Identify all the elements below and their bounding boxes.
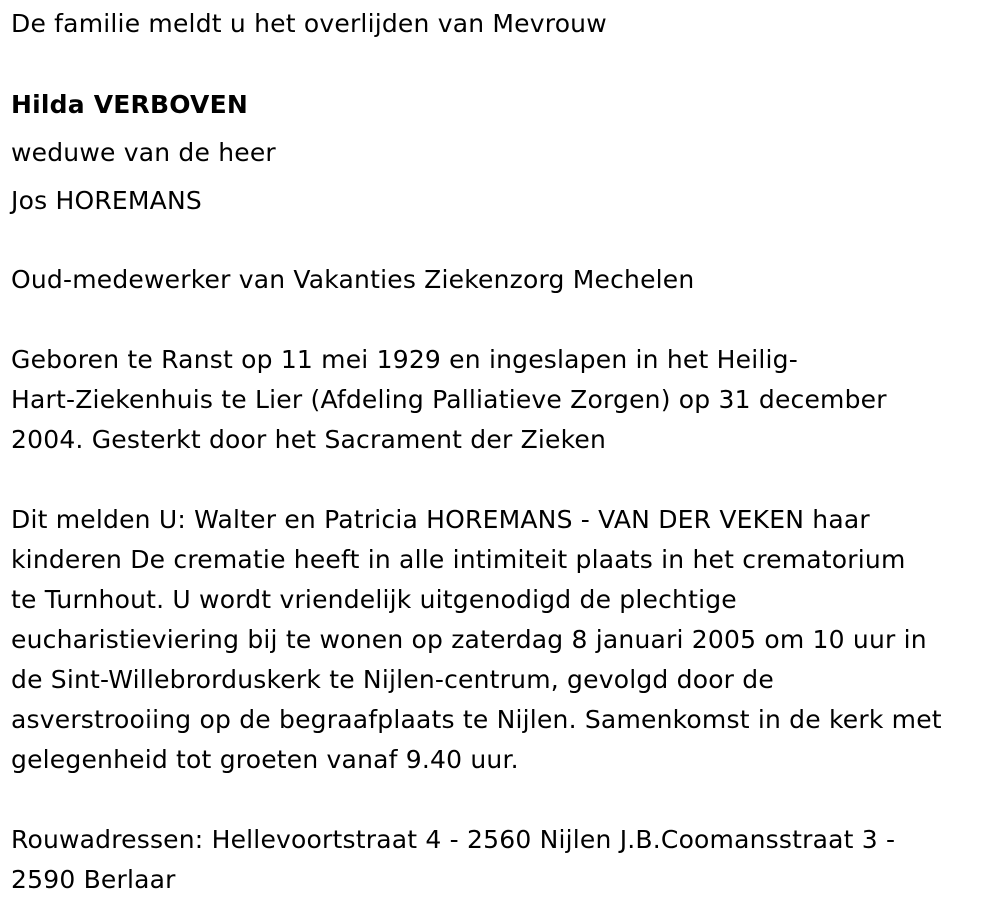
announcement-line: gelegenheid tot groeten vanaf 9.40 uur. [11, 745, 519, 774]
announcement-line: te Turnhout. U wordt vriendelijk uitgenodigd de plechtige [11, 585, 737, 614]
birth-death-line: Geboren te Ranst op 11 mei 1929 en ingeslapen in het Heilig- [11, 345, 798, 374]
announcement-line: kinderen De crematie heeft in alle intimiteit plaats in het crematorium [11, 545, 906, 574]
birth-death-line: Hart-Ziekenhuis te Lier (Afdeling Palliatieve Zorgen) op 31 december [11, 385, 887, 414]
address-line: 2590 Berlaar [11, 865, 176, 894]
spouse-name: Jos HOREMANS [11, 186, 202, 215]
widow-of-line: weduwe van de heer [11, 138, 276, 167]
announcement-line: Dit melden U: Walter en Patricia HOREMANS - VAN DER VEKEN haar [11, 505, 870, 534]
intro-line: De familie meldt u het overlijden van Mevrouw [11, 9, 607, 38]
announcement-line: asverstrooiing op de begraafplaats te Nijlen. Samenkomst in de kerk met [11, 705, 942, 734]
deceased-name: Hilda VERBOVEN [11, 90, 248, 119]
occupation-line: Oud-medewerker van Vakanties Ziekenzorg Mechelen [11, 265, 695, 294]
announcement-line: eucharistieviering bij te wonen op zaterdag 8 januari 2005 om 10 uur in [11, 625, 927, 654]
birth-death-line: 2004. Gesterkt door het Sacrament der Zieken [11, 425, 607, 454]
address-line: Rouwadressen: Hellevoortstraat 4 - 2560 Nijlen J.B.Coomansstraat 3 - [11, 825, 896, 854]
announcement-line: de Sint-Willebrorduskerk te Nijlen-centrum, gevolgd door de [11, 665, 774, 694]
